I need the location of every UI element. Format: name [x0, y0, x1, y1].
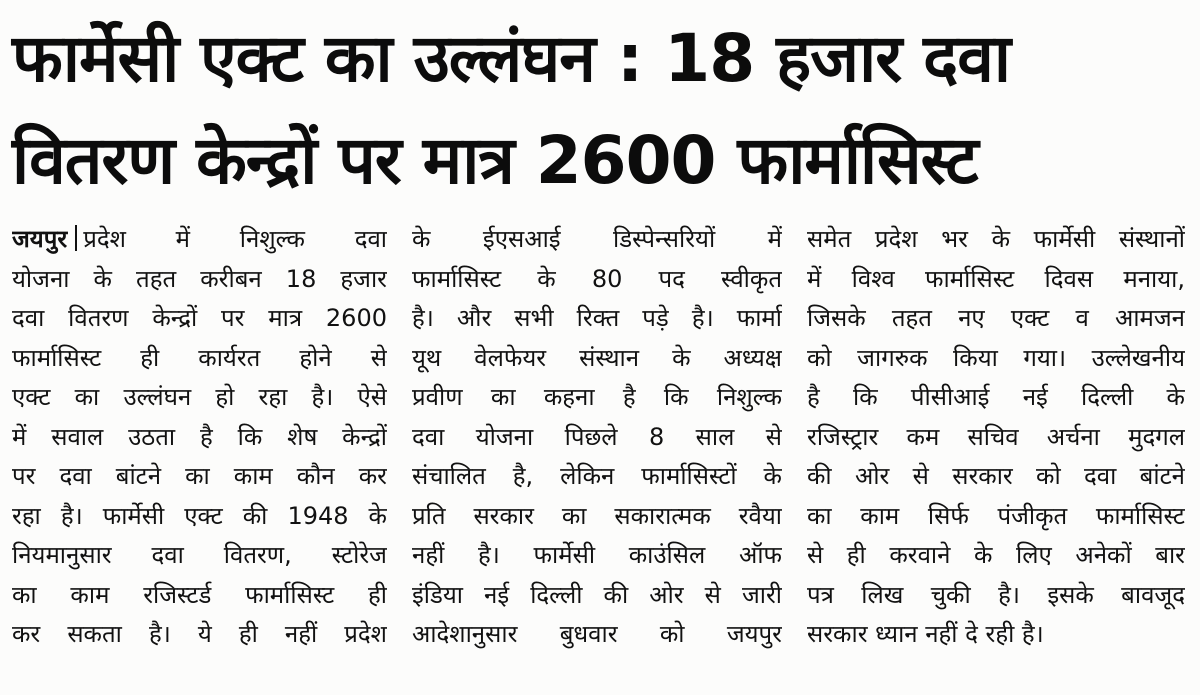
article-column-2 — [412, 220, 782, 655]
column-3-line-3: जिसके तहत नए एक्ट व आमजन — [807, 304, 1185, 332]
column-1-line-6: में सवाल उठता है कि शेष केन्द्रों — [12, 422, 387, 451]
column-3-line-1: समेत प्रदेश भर के फार्मेसी संस्थानों — [807, 225, 1185, 253]
column-3-line-11: सरकार ध्यान नहीं दे रही है। — [807, 620, 1044, 648]
column-3-line-8: का काम सिर्फ पंजीकृत फार्मासिस्ट — [807, 501, 1185, 530]
column-3-line-6: रजिस्ट्रार कम सचिव अर्चना मुदगल — [807, 422, 1185, 451]
article-column-1 — [12, 220, 387, 655]
headline — [12, 8, 1187, 212]
column-1-line-5: एक्ट का उल्लंघन हो रहा है। ऐसे — [12, 383, 387, 411]
column-1-line-3: दवा वितरण केन्द्रों पर मात्र 2600 — [12, 304, 387, 332]
column-3-line-7: की ओर से सरकार को दवा बांटने — [807, 462, 1185, 490]
column-2-line-8: प्रति सरकार का सकारात्मक रवैया — [412, 501, 782, 530]
column-2-line-3: है। और सभी रिक्त पड़े है। फार्मा — [412, 304, 782, 332]
headline-line-2: वितरण केन्द्रों पर मात्र 2600 फार्मासिस्ट — [12, 122, 978, 199]
column-2-line-4: यूथ वेलफेयर संस्थान के अध्यक्ष — [412, 343, 782, 372]
column-1-line-8: रहा है। फार्मेसी एक्ट की 1948 के — [12, 501, 387, 530]
column-1-line-2: योजना के तहत करीबन 18 हजार — [12, 264, 387, 293]
headline-line-1: फार्मेसी एक्ट का उल्लंघन : 18 हजार दवा — [12, 20, 1011, 97]
column-2-line-1: के ईएसआई डिस्पेन्सरियों में — [412, 225, 782, 253]
column-1-line-9: नियमानुसार दवा वितरण, स्टोरेज — [12, 541, 387, 569]
column-2-line-6: दवा योजना पिछले 8 साल से — [412, 422, 782, 451]
column-3-line-5: है कि पीसीआई नई दिल्ली के — [807, 383, 1185, 411]
column-1-line-4: फार्मासिस्ट ही कार्यरत होने से — [12, 343, 387, 372]
column-1-line-11: कर सकता है। ये ही नहीं प्रदेश — [12, 620, 387, 648]
column-3-text — [807, 220, 1185, 655]
column-1-line-7: पर दवा बांटने का काम कौन कर — [12, 462, 387, 490]
column-3-line-10: पत्र लिख चुकी है। इसके बावजूद — [807, 580, 1185, 609]
article-column-3 — [807, 220, 1185, 655]
column-3-line-2: में विश्व फार्मासिस्ट दिवस मनाया, — [807, 264, 1185, 293]
column-1-text — [12, 220, 387, 655]
column-2-line-10: इंडिया नई दिल्ली की ओर से जारी — [412, 580, 782, 609]
column-2-line-11: आदेशानुसार बुधवार को जयपुर — [412, 620, 782, 648]
column-1-line-10: का काम रजिस्टर्ड फार्मासिस्ट ही — [12, 580, 387, 609]
column-3-line-9: से ही करवाने के लिए अनेकों बार — [807, 541, 1185, 569]
dateline: जयपुर — [12, 225, 68, 253]
column-2-line-2: फार्मासिस्ट के 80 पद स्वीकृत — [412, 264, 782, 293]
column-2-text — [412, 220, 782, 655]
column-1-line-1-text: प्रदेश में निशुल्क दवा — [83, 225, 387, 253]
column-1-line-1 — [12, 220, 387, 260]
article-body — [12, 220, 1187, 690]
column-2-line-9: नहीं है। फार्मेसी काउंसिल ऑफ — [412, 541, 782, 569]
column-2-line-7: संचालित है, लेकिन फार्मासिस्टों के — [412, 462, 782, 490]
column-3-line-4: को जागरुक किया गया। उल्लेखनीय — [807, 343, 1185, 372]
dateline-separator — [75, 225, 77, 251]
column-2-line-5: प्रवीण का कहना है कि निशुल्क — [412, 383, 782, 411]
